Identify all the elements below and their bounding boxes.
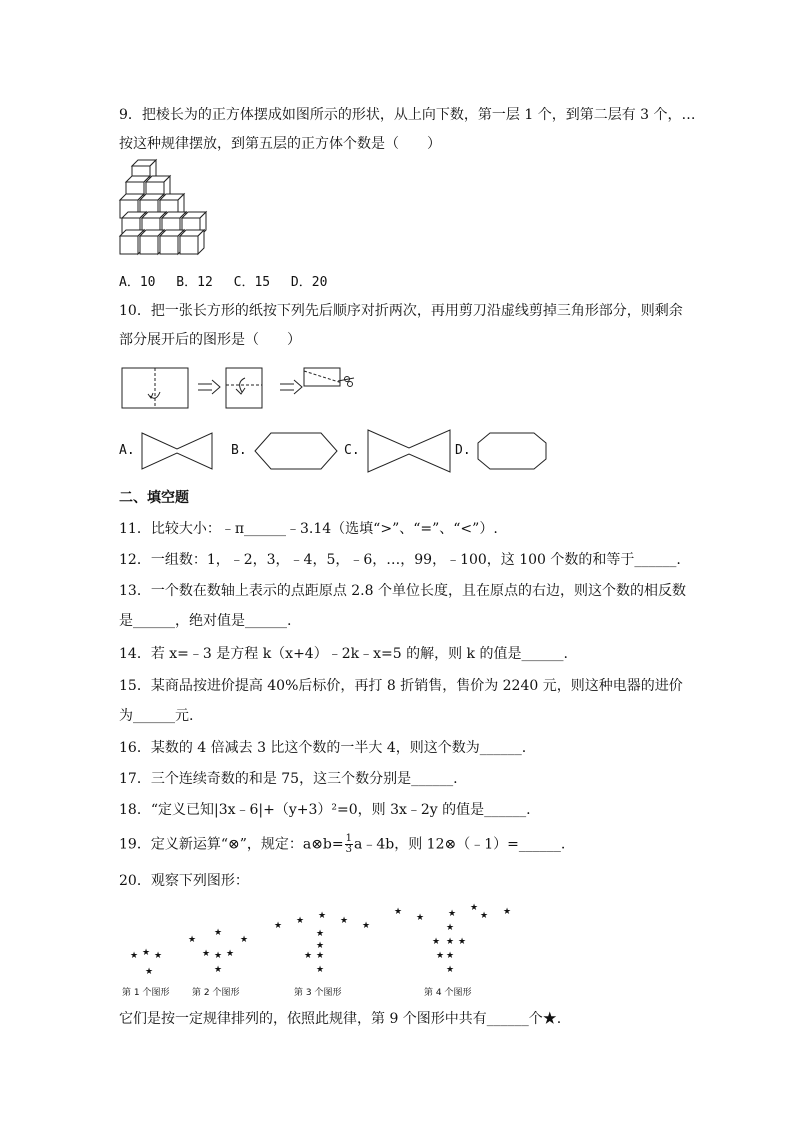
q19-text <box>119 834 565 855</box>
option-d-octagon-shape <box>476 431 548 471</box>
star-icon: ★ <box>316 965 325 975</box>
star-icon: ★ <box>340 916 349 926</box>
q14-text: 14．若 x=﹣3 是方程 k（x+4）﹣2k﹣x=5 的解，则 k 的值是______. <box>119 646 568 662</box>
q10-option-c-label: C. <box>344 443 360 458</box>
star-icon: ★ <box>154 951 163 961</box>
figure-2-label: 第 2 个图形 <box>192 988 240 998</box>
option-b-hexagon-shape <box>253 431 339 471</box>
q13-text-line2: 是______，绝对值是______. <box>119 613 292 629</box>
star-icon: ★ <box>446 937 455 947</box>
q10-text-line1: 10．把一张长方形的纸按下列先后顺序对折两次，再用剪刀沿虚线剪掉三角形部分，则剩余 <box>119 303 683 319</box>
star-icon: ★ <box>214 928 223 938</box>
star-icon: ★ <box>316 929 325 939</box>
star-icon: ★ <box>416 913 425 923</box>
q19-fraction-denominator: 3 <box>345 844 353 855</box>
star-icon: ★ <box>436 951 445 961</box>
option-a-bowtie-shape <box>140 431 214 471</box>
star-icon: ★ <box>304 951 313 961</box>
paper-folding-figure <box>118 362 363 412</box>
q20-text-line2: 它们是按一定规律排列的，依照此规律，第 9 个图形中共有______个★. <box>119 1011 562 1027</box>
star-icon: ★ <box>446 923 455 933</box>
star-icon: ★ <box>145 967 154 977</box>
star-icon: ★ <box>503 907 512 917</box>
q18-text: 18．“定义已知|3x﹣6|+（y+3）²=0，则 3x﹣2y 的值是______. <box>119 802 531 818</box>
q19-fraction-numerator: 1 <box>345 833 353 844</box>
star-icon: ★ <box>142 948 151 958</box>
star-icon: ★ <box>470 903 479 913</box>
star-icon: ★ <box>316 941 325 951</box>
q16-text: 16．某数的 4 倍减去 3 比这个数的一半大 4，则这个数为______. <box>119 740 527 756</box>
q15-text-line2: 为______元. <box>119 708 194 724</box>
star-icon: ★ <box>362 921 371 931</box>
star-icon: ★ <box>188 935 197 945</box>
star-icon: ★ <box>458 937 467 947</box>
q9-text-line2: 按这种规律摆放，到第五层的正方体个数是（ ） <box>119 136 441 152</box>
q19-suffix: a﹣4b，则 12⊗（﹣1）=______. <box>354 836 566 853</box>
cube-stack-figure <box>118 160 218 260</box>
star-icon: ★ <box>480 911 489 921</box>
figure-4-label: 第 4 个图形 <box>424 988 472 998</box>
star-icon: ★ <box>446 965 455 975</box>
star-icon: ★ <box>130 951 139 961</box>
star-icon: ★ <box>202 949 211 959</box>
star-icon: ★ <box>394 907 403 917</box>
section-title: 二、填空题 <box>119 490 189 506</box>
star-icon: ★ <box>296 916 305 926</box>
q9-text-line1: 9．把棱长为的正方体摆成如图所示的形状，从上向下数，第一层 1 个，到第二层有 3 个，… <box>119 107 696 123</box>
q10-option-d-label: D. <box>455 443 471 458</box>
q15-text-line1: 15．某商品按进价提高 40%后标价，再打 8 折销售，售价为 2240 元，则这种电器的进价 <box>119 678 683 694</box>
q17-text: 17．三个连续奇数的和是 75，这三个数分别是______. <box>119 771 458 787</box>
q9-options: A．10 B．12 C．15 D．20 <box>119 275 328 290</box>
q11-text: 11．比较大小：﹣π______﹣3.14（选填“>”、“=”、“<”）. <box>119 521 498 537</box>
option-c-notched-shape <box>366 428 452 474</box>
star-icon: ★ <box>240 935 249 945</box>
figure-1-label: 第 1 个图形 <box>122 988 170 998</box>
star-icon: ★ <box>226 949 235 959</box>
q13-text-line1: 13．一个数在数轴上表示的点距原点 2.8 个单位长度，且在原点的右边，则这个数的相反数 <box>119 583 686 599</box>
star-icon: ★ <box>214 965 223 975</box>
q10-option-b-label: B. <box>231 443 247 458</box>
q12-text: 12．一组数：1，﹣2，3，﹣4，5，﹣6，…，99，﹣100，这 100 个数的和等于______. <box>119 552 681 568</box>
star-pattern-figure <box>118 900 518 977</box>
q20-text-line1: 20．观察下列图形： <box>119 873 249 889</box>
star-icon: ★ <box>316 951 325 961</box>
star-icon: ★ <box>214 951 223 961</box>
star-icon: ★ <box>274 921 283 931</box>
star-icon: ★ <box>448 909 457 919</box>
q10-text-line2: 部分展开后的图形是（ ） <box>119 332 301 348</box>
q19-prefix: 19．定义新运算“⊗”，规定：a⊗b= <box>119 836 344 853</box>
star-icon: ★ <box>446 951 455 961</box>
q10-option-a-label: A. <box>119 443 135 458</box>
star-icon: ★ <box>318 911 327 921</box>
figure-3-label: 第 3 个图形 <box>294 988 342 998</box>
cube <box>180 230 204 254</box>
star-icon: ★ <box>432 937 441 947</box>
q19-fraction <box>345 834 353 855</box>
